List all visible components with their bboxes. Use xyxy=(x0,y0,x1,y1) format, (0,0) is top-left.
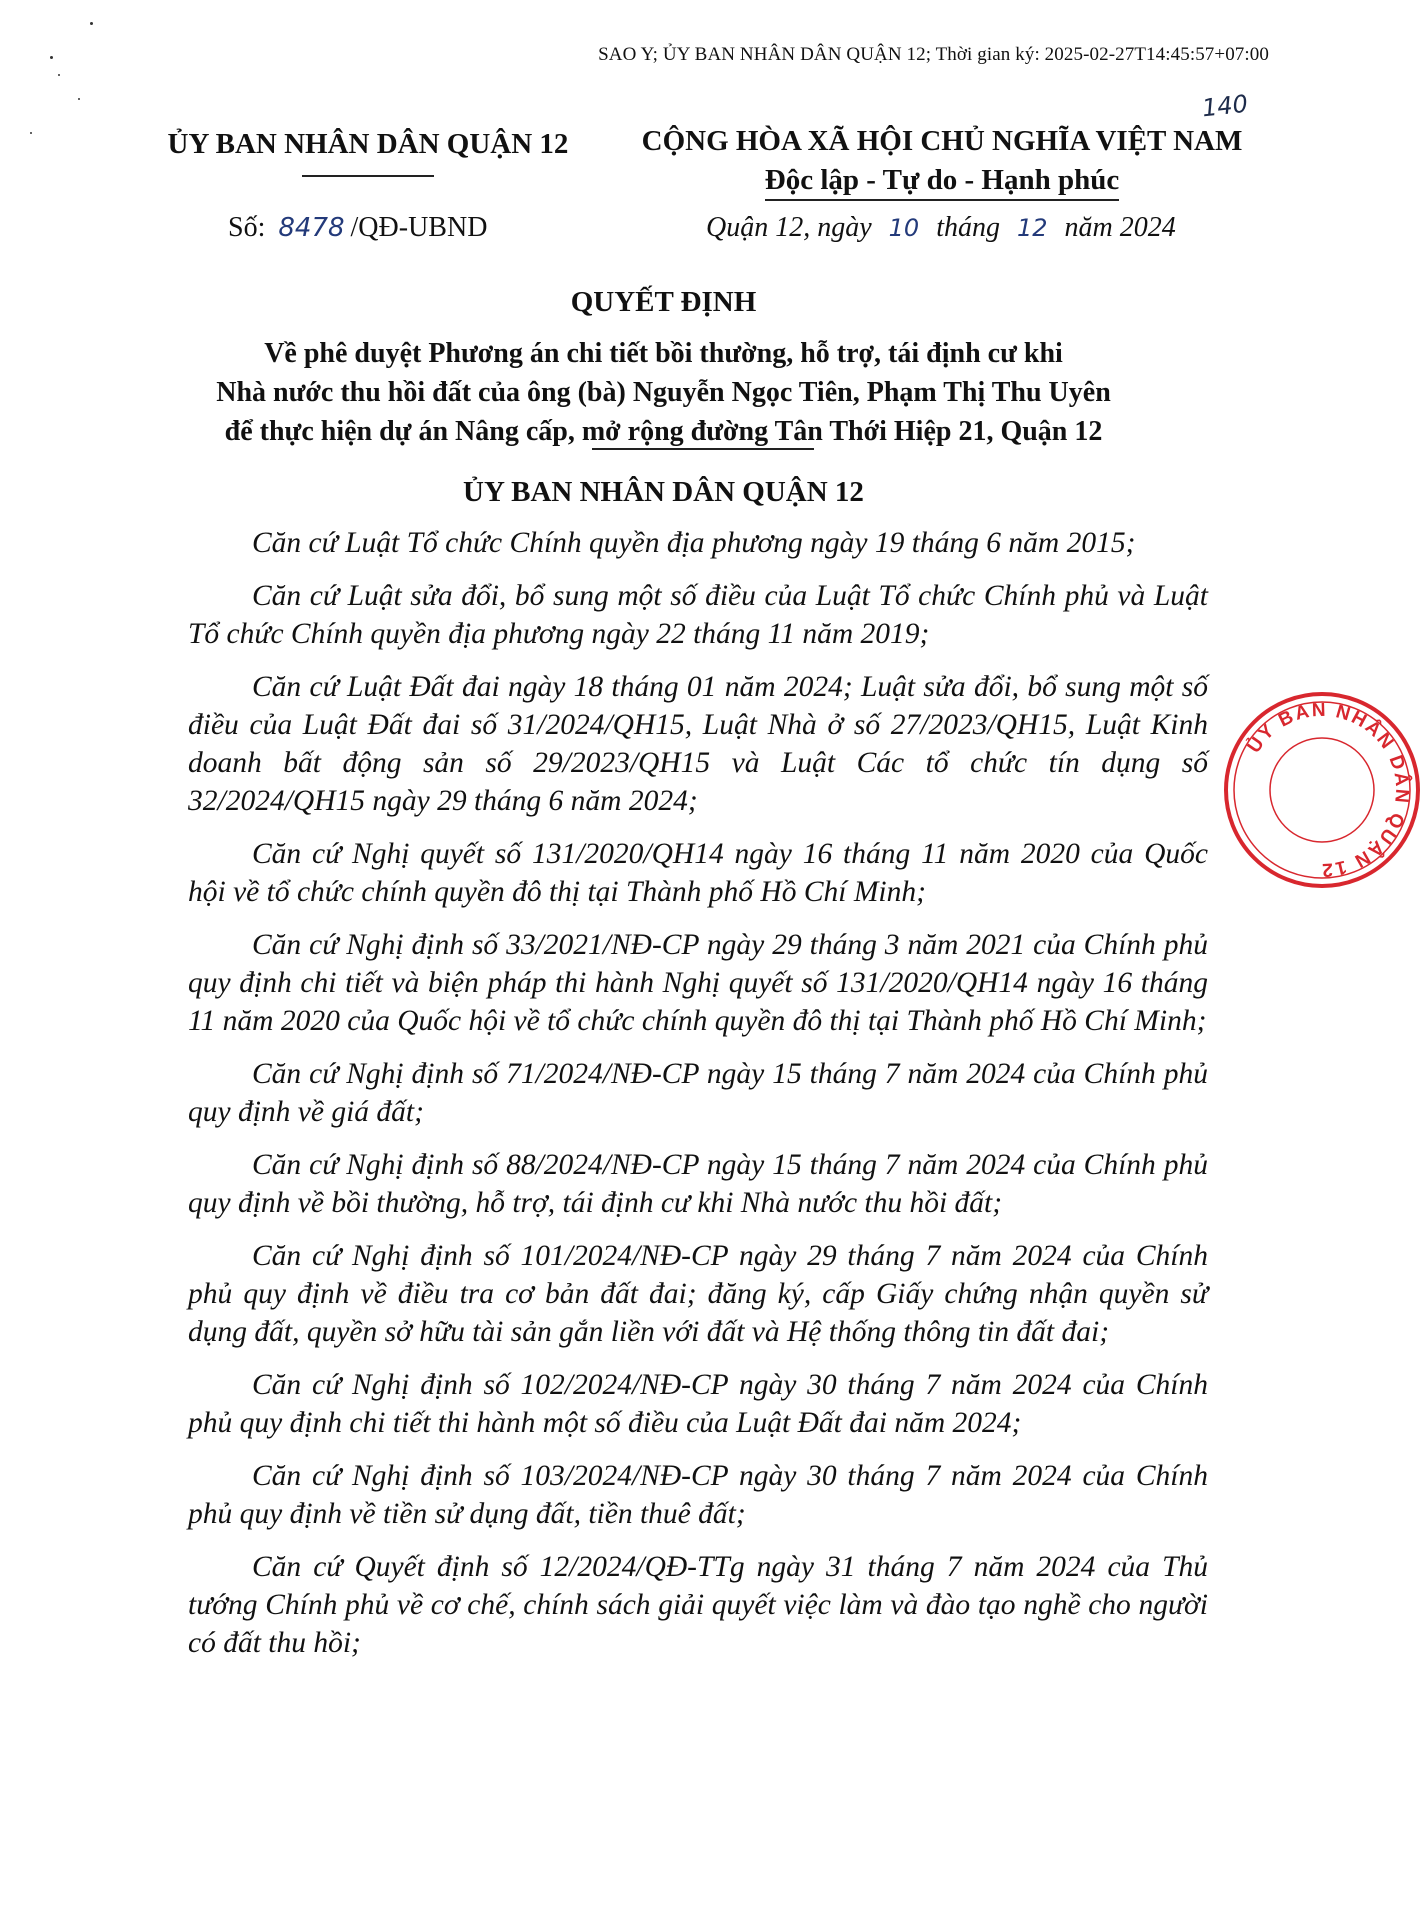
agency-underline xyxy=(302,175,434,177)
subject-line: Về phê duyệt Phương án chi tiết bồi thường, hỗ trợ, tái định cư khi xyxy=(264,338,1063,369)
scan-speck xyxy=(30,132,32,134)
national-header xyxy=(632,125,1252,201)
seal-inner-ring xyxy=(1234,702,1410,878)
date-month-handwritten: 12 xyxy=(1016,214,1048,242)
doc-no-label: Số: xyxy=(228,212,266,243)
handwritten-page-number: 140 xyxy=(1200,89,1250,123)
legal-basis-paragraph: Căn cứ Nghị định số 102/2024/NĐ-CP ngày 30 tháng 7 năm 2024 của Chính phủ quy định chi tiết thi hành một số điều của Luật Đất đai năm 2024; xyxy=(188,1369,1208,1439)
legal-basis-paragraph: Căn cứ Nghị quyết số 131/2020/QH14 ngày 16 tháng 11 năm 2020 của Quốc hội về tổ chức chính quyền đô thị tại Thành phố Hồ Chí Minh; xyxy=(188,838,1208,908)
official-seal-stamp xyxy=(1222,690,1422,890)
issuing-authority: ỦY BAN NHÂN DÂN QUẬN 12 xyxy=(463,476,864,508)
nation-name: CỘNG HÒA XÃ HỘI CHỦ NGHĨA VIỆT NAM xyxy=(641,125,1243,157)
subject-line: để thực hiện dự án Nâng cấp, mở rộng đường Tân Thới Hiệp 21, Quận 12 xyxy=(224,416,1103,447)
document-title: QUYẾT ĐỊNH xyxy=(570,286,757,318)
date-month-label: tháng xyxy=(936,212,1000,243)
subject-underline xyxy=(592,448,814,450)
date-day-handwritten: 10 xyxy=(888,214,920,242)
legal-basis-paragraph: Căn cứ Luật Tổ chức Chính quyền địa phương ngày 19 tháng 6 năm 2015; xyxy=(252,527,1136,559)
seal-outer-ring xyxy=(1226,694,1418,886)
legal-basis-paragraph: Căn cứ Luật sửa đổi, bổ sung một số điều của Luật Tổ chức Chính phủ và Luật Tổ chức Chính quyền địa phương ngày 22 tháng 11 năm 2019; xyxy=(188,580,1208,650)
scan-speck xyxy=(58,74,60,76)
subject-line: Nhà nước thu hồi đất của ông (bà) Nguyễn Ngọc Tiên, Phạm Thị Thu Uyên xyxy=(216,377,1111,408)
seal-text: ỦY BAN NHÂN DÂN QUẬN 12 xyxy=(1243,699,1413,881)
date-year: năm 2024 xyxy=(1064,212,1176,243)
seal-center-ring xyxy=(1270,738,1374,842)
agency-name: ỦY BAN NHÂN DÂN QUẬN 12 xyxy=(167,128,569,160)
doc-no-handwritten: 8478 xyxy=(278,213,345,243)
document-subject xyxy=(100,334,1227,451)
scan-speck xyxy=(90,22,93,25)
legal-bases xyxy=(188,524,1208,1662)
doc-no-suffix: /QĐ-UBND xyxy=(350,212,488,243)
agency-header xyxy=(148,128,588,177)
copy-stamp-note: SAO Y; ỦY BAN NHÂN DÂN QUẬN 12; Thời gian ký: 2025-02-27T14:45:57+07:00 xyxy=(598,44,1269,65)
legal-basis-paragraph: Căn cứ Nghị định số 71/2024/NĐ-CP ngày 15 tháng 7 năm 2024 của Chính phủ quy định về giá đất; xyxy=(188,1058,1208,1128)
legal-basis-paragraph: Căn cứ Nghị định số 88/2024/NĐ-CP ngày 15 tháng 7 năm 2024 của Chính phủ quy định về bồi thường, hỗ trợ, tái định cư khi Nhà nước thu hồi đất; xyxy=(188,1149,1208,1219)
scan-speck xyxy=(78,98,80,100)
legal-basis-paragraph: Căn cứ Luật Đất đai ngày 18 tháng 01 năm 2024; Luật sửa đổi, bổ sung một số điều của Luật Đất đai số 31/2024/QH15, Luật Nhà ở số 27/2023/QH15, Luật Kinh doanh bất động sản số 29/2023/QH15 và Luật Các tổ chức tín dụng số 32/2024/QH15 ngày 29 tháng 6 năm 2024; xyxy=(188,671,1208,817)
scan-speck xyxy=(50,56,53,59)
national-motto: Độc lập - Tự do - Hạnh phúc xyxy=(765,164,1120,201)
legal-basis-paragraph: Căn cứ Nghị định số 103/2024/NĐ-CP ngày 30 tháng 7 năm 2024 của Chính phủ quy định về tiền sử dụng đất, tiền thuê đất; xyxy=(188,1460,1208,1530)
legal-basis-paragraph: Căn cứ Quyết định số 12/2024/QĐ-TTg ngày 31 tháng 7 năm 2024 của Thủ tướng Chính phủ về cơ chế, chính sách giải quyết việc làm và đào tạo nghề cho người có đất thu hồi; xyxy=(188,1551,1208,1659)
legal-basis-paragraph: Căn cứ Nghị định số 33/2021/NĐ-CP ngày 29 tháng 3 năm 2021 của Chính phủ quy định chi tiết và biện pháp thi hành Nghị quyết số 131/2020/QH14 ngày 16 tháng 11 năm 2020 của Quốc hội về tổ chức chính quyền đô thị tại Thành phố Hồ Chí Minh; xyxy=(188,929,1208,1037)
issue-date xyxy=(706,212,1176,244)
document-number xyxy=(228,212,487,244)
legal-basis-paragraph: Căn cứ Nghị định số 101/2024/NĐ-CP ngày 29 tháng 7 năm 2024 của Chính phủ quy định về điều tra cơ bản đất đai; đăng ký, cấp Giấy chứng nhận quyền sử dụng đất, quyền sở hữu tài sản gắn liền với đất và Hệ thống thông tin đất đai; xyxy=(188,1240,1208,1348)
date-prefix: Quận 12, ngày xyxy=(706,212,872,243)
